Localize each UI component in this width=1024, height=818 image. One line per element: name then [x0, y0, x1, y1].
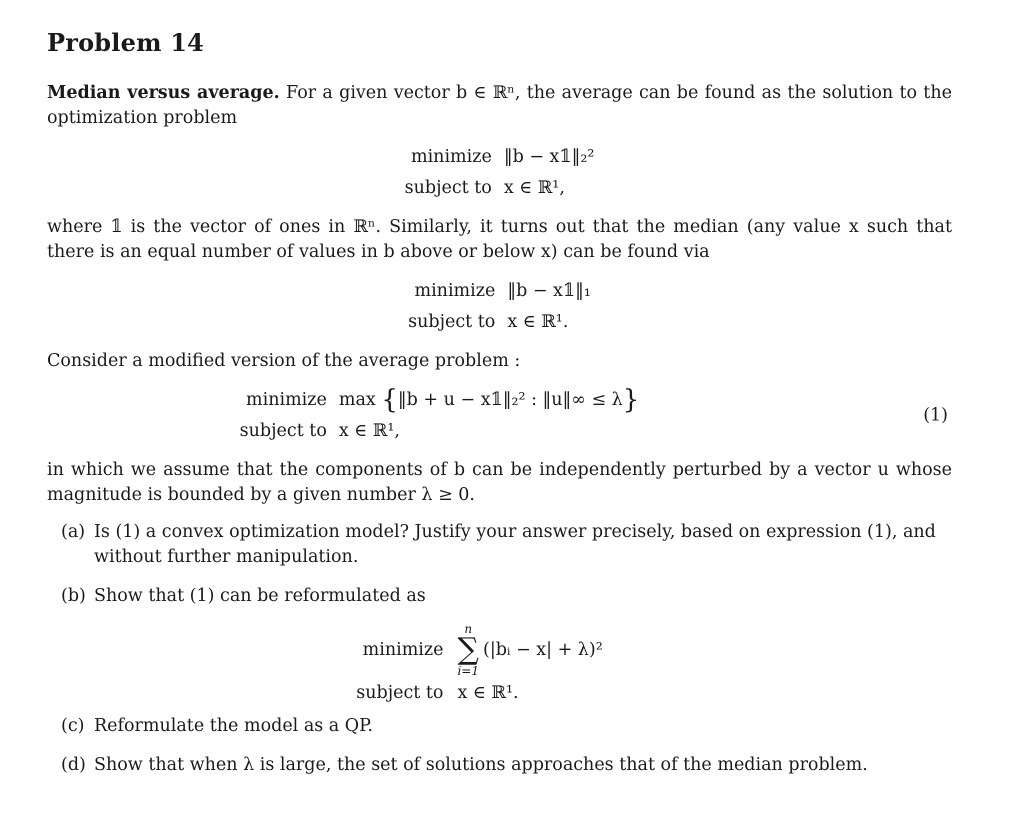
average-objective: ‖b − x𝟙‖₂² [503, 147, 595, 167]
reformulated-minimize-label: minimize [362, 639, 444, 660]
problem-title: Problem 14 [47, 28, 205, 57]
subquestion-tag: (b) [61, 586, 86, 606]
reformulated-problem [27, 623, 932, 706]
equation-number: (1) [923, 405, 948, 426]
intro-lead: Median versus average. [47, 83, 280, 103]
brace-close: } [622, 385, 640, 415]
average-problem [47, 145, 952, 201]
robust-problem [47, 385, 952, 444]
problem-page [47, 30, 952, 792]
robust-inner: ‖b + u − x𝟙‖₂² : ‖u‖∞ ≤ λ [397, 390, 623, 410]
subquestion-list [47, 520, 952, 778]
subquestion-b [47, 584, 952, 609]
subquestion-text: Is (1) a convex optimization model? Justify your answer precisely, based on expression (1), and without further manipulation. [94, 522, 936, 567]
robust-subject-to-label: subject to [239, 421, 327, 441]
median-objective: ‖b − x𝟙‖₁ [507, 281, 591, 301]
subquestion-c [47, 714, 952, 739]
average-minimize-label: minimize [410, 147, 492, 167]
subquestion-tag: (c) [61, 716, 85, 736]
subquestion-text: Reformulate the model as a QP. [94, 716, 373, 736]
brace-open: { [381, 385, 398, 415]
median-minimize-label: minimize [414, 281, 496, 301]
summand: (|bᵢ − x| + λ)² [483, 639, 603, 660]
median-constraint: x ∈ ℝ¹. [507, 312, 569, 332]
reformulated-objective [457, 623, 602, 677]
average-subject-to-label: subject to [404, 178, 492, 198]
reformulated-subject-to-label: subject to [356, 683, 444, 703]
intro-paragraph [47, 81, 952, 131]
subquestion-d [47, 753, 952, 778]
subquestion-a [47, 520, 952, 570]
median-subject-to-label: subject to [408, 312, 496, 332]
median-problem [47, 279, 952, 335]
summation [457, 623, 479, 677]
subquestion-text: Show that (1) can be reformulated as [94, 586, 426, 606]
sum-upper-limit: n [464, 622, 473, 636]
sum-lower-limit: i=1 [457, 664, 479, 678]
reformulated-constraint: x ∈ ℝ¹. [457, 683, 519, 703]
perturb-paragraph: in which we assume that the components of b can be independently perturbed by a vector u whose magnitude is bounded by a given number λ ≥ 0. [47, 460, 952, 505]
subquestion-tag: (a) [61, 522, 86, 542]
robust-minimize-label: minimize [246, 390, 327, 410]
sigma-symbol: ∑ [457, 632, 479, 667]
average-constraint: x ∈ ℝ¹, [503, 178, 565, 198]
intro-text: For a given vector b ∈ ℝⁿ, the average can be found as the solution to the optimization problem [47, 83, 952, 128]
robust-max: max [338, 390, 376, 410]
robust-objective [338, 385, 640, 415]
modified-paragraph: Consider a modified version of the average problem : [47, 351, 521, 371]
subquestion-text: Show that when λ is large, the set of solutions approaches that of the median problem. [94, 755, 868, 775]
subquestion-tag: (d) [61, 755, 86, 775]
robust-constraint: x ∈ ℝ¹, [338, 421, 400, 441]
median-paragraph: where 𝟙 is the vector of ones in ℝⁿ. Similarly, it turns out that the median (any value x such that there is an equal number of values in b above or below x) can be found via [47, 217, 952, 262]
